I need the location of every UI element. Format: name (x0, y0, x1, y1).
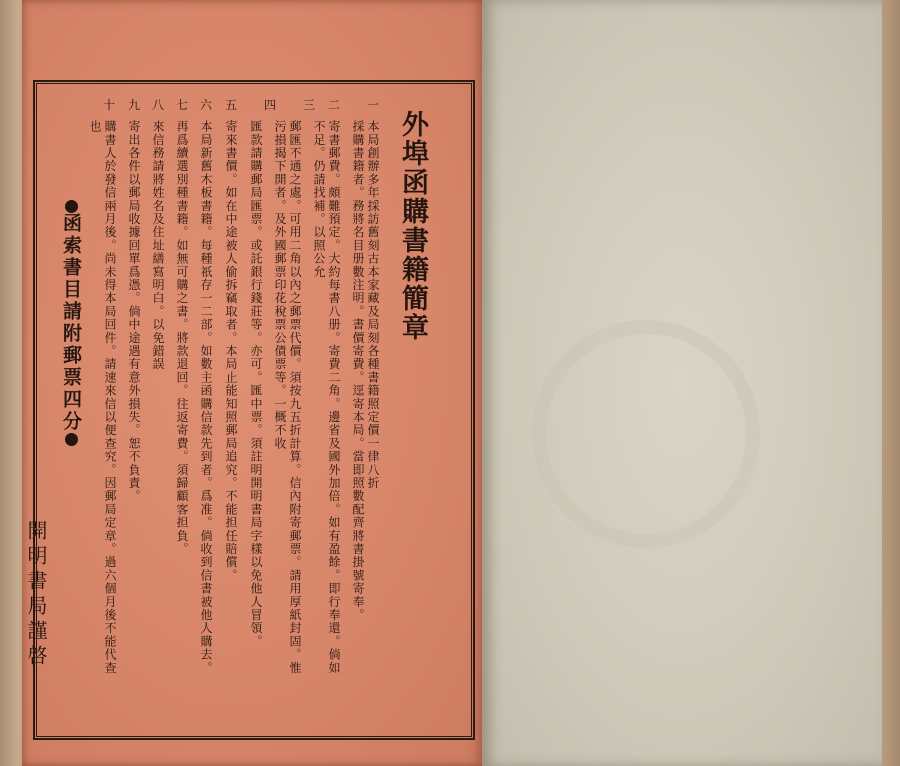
rule-text-line: 購書人於發信兩月後。尚未得本局回件。請速來信以便查究。因郵局定章。過六個月後不能代查 (103, 120, 117, 675)
rule-text-line: 來信務請將姓名及住址繕寫明白。以免錯誤 (151, 120, 165, 371)
rule-text-line: 污損揭下開者。及外國郵票印花稅票公債票等。一概不收 (273, 120, 287, 450)
rule-number: 六 (200, 98, 213, 112)
rule-number: 八 (152, 98, 165, 112)
rule-text-line: 不足。仍請找補。以照公允 (312, 120, 326, 279)
rule-text-line: 匯款請購郵局匯票。或託銀行錢莊等。亦可。匯中票。須註明開明書局字樣以免他人冒領。 (249, 120, 263, 648)
rule-text-line: 採購書籍者。務將名目册數注明。書價寄費。逕寄本局。當即照數配齊將書掛號寄奉。 (351, 120, 365, 622)
rule-number: 七 (176, 98, 189, 112)
rule-number: 十 (103, 98, 116, 112)
rule-number: 一 (367, 98, 380, 112)
rule-text-line: 本局創辦多年採訪舊刻古本家藏及局刻各種書籍照定價一律八折 (366, 120, 380, 490)
rule-text-line: 郵匯不通之處。可用二角以內之郵票代價。須按九五折計算。信內附寄郵票。請用厚紙封固。惟 (288, 120, 302, 675)
bullet-dot-icon (65, 433, 78, 446)
bullet-dot-icon (65, 200, 78, 213)
rule-number: 五 (225, 98, 238, 112)
right-page-blank (482, 0, 882, 766)
rule-number: 三 (303, 98, 316, 112)
rule-number: 二 (328, 98, 341, 112)
rule-text-line: 也 (88, 120, 102, 134)
rule-text-line: 寄來書價。如在中途被人偷拆竊取者。本局止能知照郵局追究。不能担任賠償。 (224, 120, 238, 582)
rule-text-line: 寄書郵費。頗難預定。大約每書八册。寄費二角。邊省及國外加倍。如有盈餘。即行奉還。倘如 (327, 120, 341, 675)
catalog-notice-text: 函索書目請附郵票四分 (60, 213, 82, 433)
catalog-notice (58, 200, 85, 446)
rule-number: 九 (128, 98, 141, 112)
rule-text-line: 寄出各件以郵局收據回單爲憑。倘中途遇有意外損失。恕不負責。 (127, 120, 141, 503)
publisher-signature: 開明書局謹啓 (24, 520, 48, 670)
paper-texture-mark (532, 320, 760, 548)
rule-number: 四 (264, 98, 277, 112)
rule-text-line: 再爲續選別種書籍。如無可購之書。將款退回。往返寄費。須歸顧客担負。 (175, 120, 189, 556)
rule-text-line: 本局新舊木板書籍。每種祇存一二部。如數主函購信款先到者。爲准。倘收到信書被他人購去。 (199, 120, 213, 675)
page-title: 外埠函購書籍簡章 (397, 110, 428, 342)
